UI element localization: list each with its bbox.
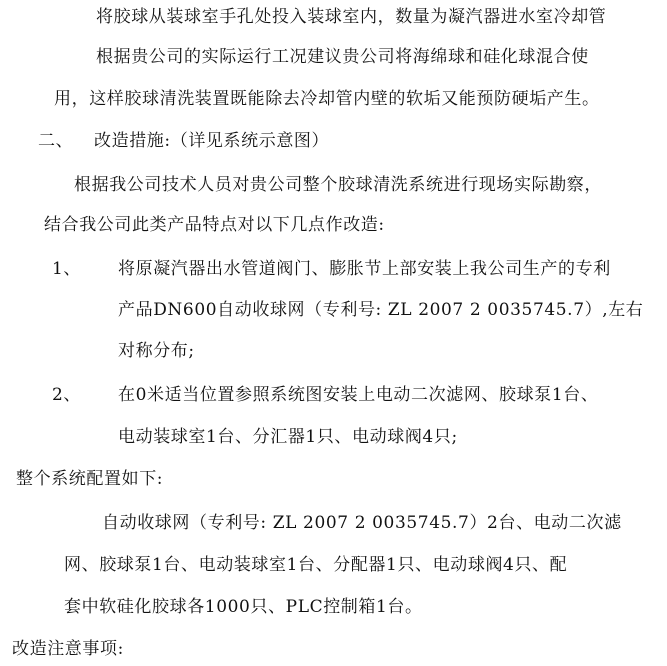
list-number: 2、 [52,385,82,405]
paragraph-line: 自动收球网（专利号: ZL 2007 2 0035745.7）2台、电动二次滤 [102,513,622,533]
section-heading: 改造注意事项: [12,639,124,659]
list-item-line: 将原凝汽器出水管道阀门、膨胀节上部安装上我公司生产的专利 [118,259,611,279]
section-heading: 整个系统配置如下: [16,469,164,489]
paragraph-line: 网、胶球泵1台、电动装球室1台、分配器1只、电动球阀4只、配 [64,555,568,575]
list-item-line: 对称分布; [118,341,195,361]
list-number: 1、 [52,259,82,279]
paragraph-line: 根据贵公司的实际运行工况建议贵公司将海绵球和硅化球混合使 [96,47,589,67]
list-item-line: 在0米适当位置参照系统图安装上电动二次滤网、胶球泵1台、 [118,385,599,405]
section-heading: 改造措施:（详见系统示意图） [94,131,330,151]
paragraph-line: 将胶球从装球室手孔处投入装球室内，数量为凝汽器进水室冷却管 [96,7,607,27]
list-item-line: 电动装球室1台、分汇器1只、电动球阀4只; [118,427,458,447]
paragraph-line: 结合我公司此类产品特点对以下几点作改造: [44,215,385,235]
paragraph-line: 套中软硅化胶球各1000只、PLC控制箱1台。 [64,597,423,617]
section-number: 二、 [38,131,74,151]
paragraph-line: 根据我公司技术人员对贵公司整个胶球清洗系统进行现场实际勘察， [74,175,602,195]
list-item-line: 产品DN600自动收球网（专利号: ZL 2007 2 0035745.7）,左右 [118,300,644,320]
paragraph-line: 用，这样胶球清洗装置既能除去冷却管内壁的软垢又能预防硬垢产生。 [54,89,600,109]
